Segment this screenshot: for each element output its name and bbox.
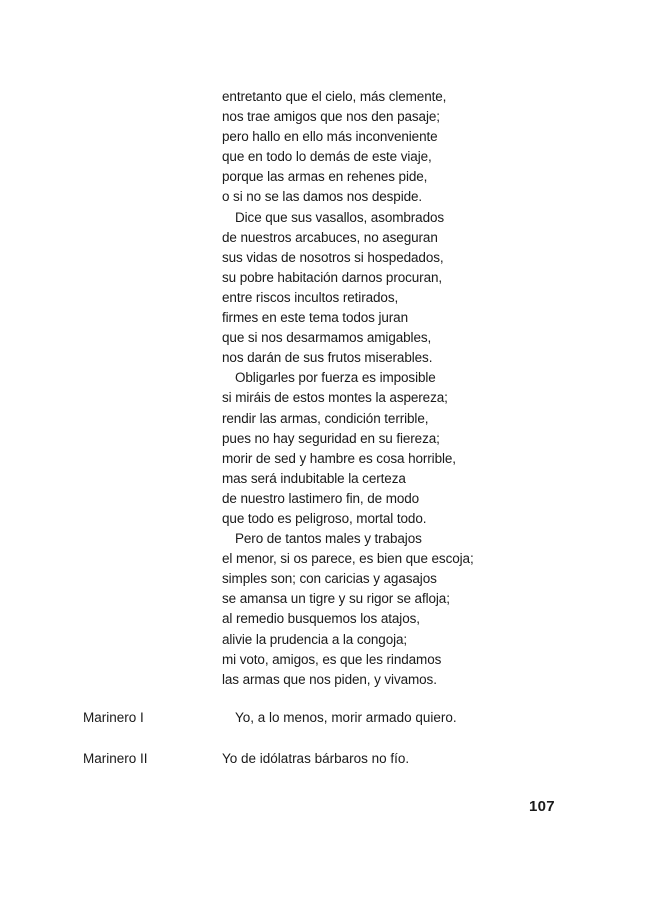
verse-line: entre riscos incultos retirados, bbox=[222, 289, 399, 305]
verse-line: simples son; con caricias y agasajos bbox=[222, 571, 437, 587]
verse-line: Obligarles por fuerza es imposible bbox=[235, 370, 436, 386]
page-number: 107 bbox=[529, 798, 555, 815]
verse-line: entretanto que el cielo, más clemente, bbox=[222, 89, 447, 104]
verse-line: si miráis de estos montes la aspereza; bbox=[222, 390, 448, 406]
verse-line: nos trae amigos que nos den pasaje; bbox=[222, 109, 440, 125]
verse-block bbox=[222, 87, 582, 690]
verse-line: o si no se las damos nos despide. bbox=[222, 189, 423, 205]
verse-line: mi voto, amigos, es que les rindamos bbox=[222, 651, 442, 667]
verse-line: Dice que sus vasallos, asombrados bbox=[235, 209, 445, 225]
speech-line: Yo, a lo menos, morir armado quiero. bbox=[235, 710, 457, 725]
verse-line: que todo es peligroso, mortal todo. bbox=[222, 510, 427, 526]
verse-line: sus vidas de nosotros si hospedados, bbox=[222, 249, 444, 265]
verse-line: alivie la prudencia a la congoja; bbox=[222, 631, 408, 647]
verse-line: Pero de tantos males y trabajos bbox=[235, 531, 422, 547]
speech-line: Yo de idólatras bárbaros no fío. bbox=[222, 751, 410, 766]
verse-line: nos darán de sus frutos miserables. bbox=[222, 350, 433, 366]
verse-line: que si nos desarmamos amigables, bbox=[222, 330, 432, 346]
verse-line: rendir las armas, condición terrible, bbox=[222, 410, 429, 426]
verse-line: de nuestro lastimero fin, de modo bbox=[222, 490, 420, 506]
speaker-name: Marinero I bbox=[83, 710, 144, 725]
verse-line: mas será indubitable la certeza bbox=[222, 470, 406, 486]
verse-line: pues no hay seguridad en su fiereza; bbox=[222, 430, 440, 446]
verse-line: de nuestros arcabuces, no aseguran bbox=[222, 229, 438, 245]
verse-line: pero hallo en ello más inconveniente bbox=[222, 129, 438, 145]
verse-line: porque las armas en rehenes pide, bbox=[222, 169, 428, 185]
verse-line: morir de sed y hambre es cosa horrible, bbox=[222, 450, 456, 466]
verse-line: las armas que nos piden, y vivamos. bbox=[222, 671, 437, 687]
verse-line: que en todo lo demás de este viaje, bbox=[222, 149, 432, 165]
speaker-name: Marinero II bbox=[83, 751, 148, 766]
verse-line: el menor, si os parece, es bien que escoja; bbox=[222, 551, 474, 567]
verse-line: su pobre habitación darnos procuran, bbox=[222, 269, 443, 285]
verse-line: se amansa un tigre y su rigor se afloja; bbox=[222, 591, 450, 607]
verse-line: al remedio busquemos los atajos, bbox=[222, 611, 420, 627]
verse-line: firmes en este tema todos juran bbox=[222, 310, 408, 326]
